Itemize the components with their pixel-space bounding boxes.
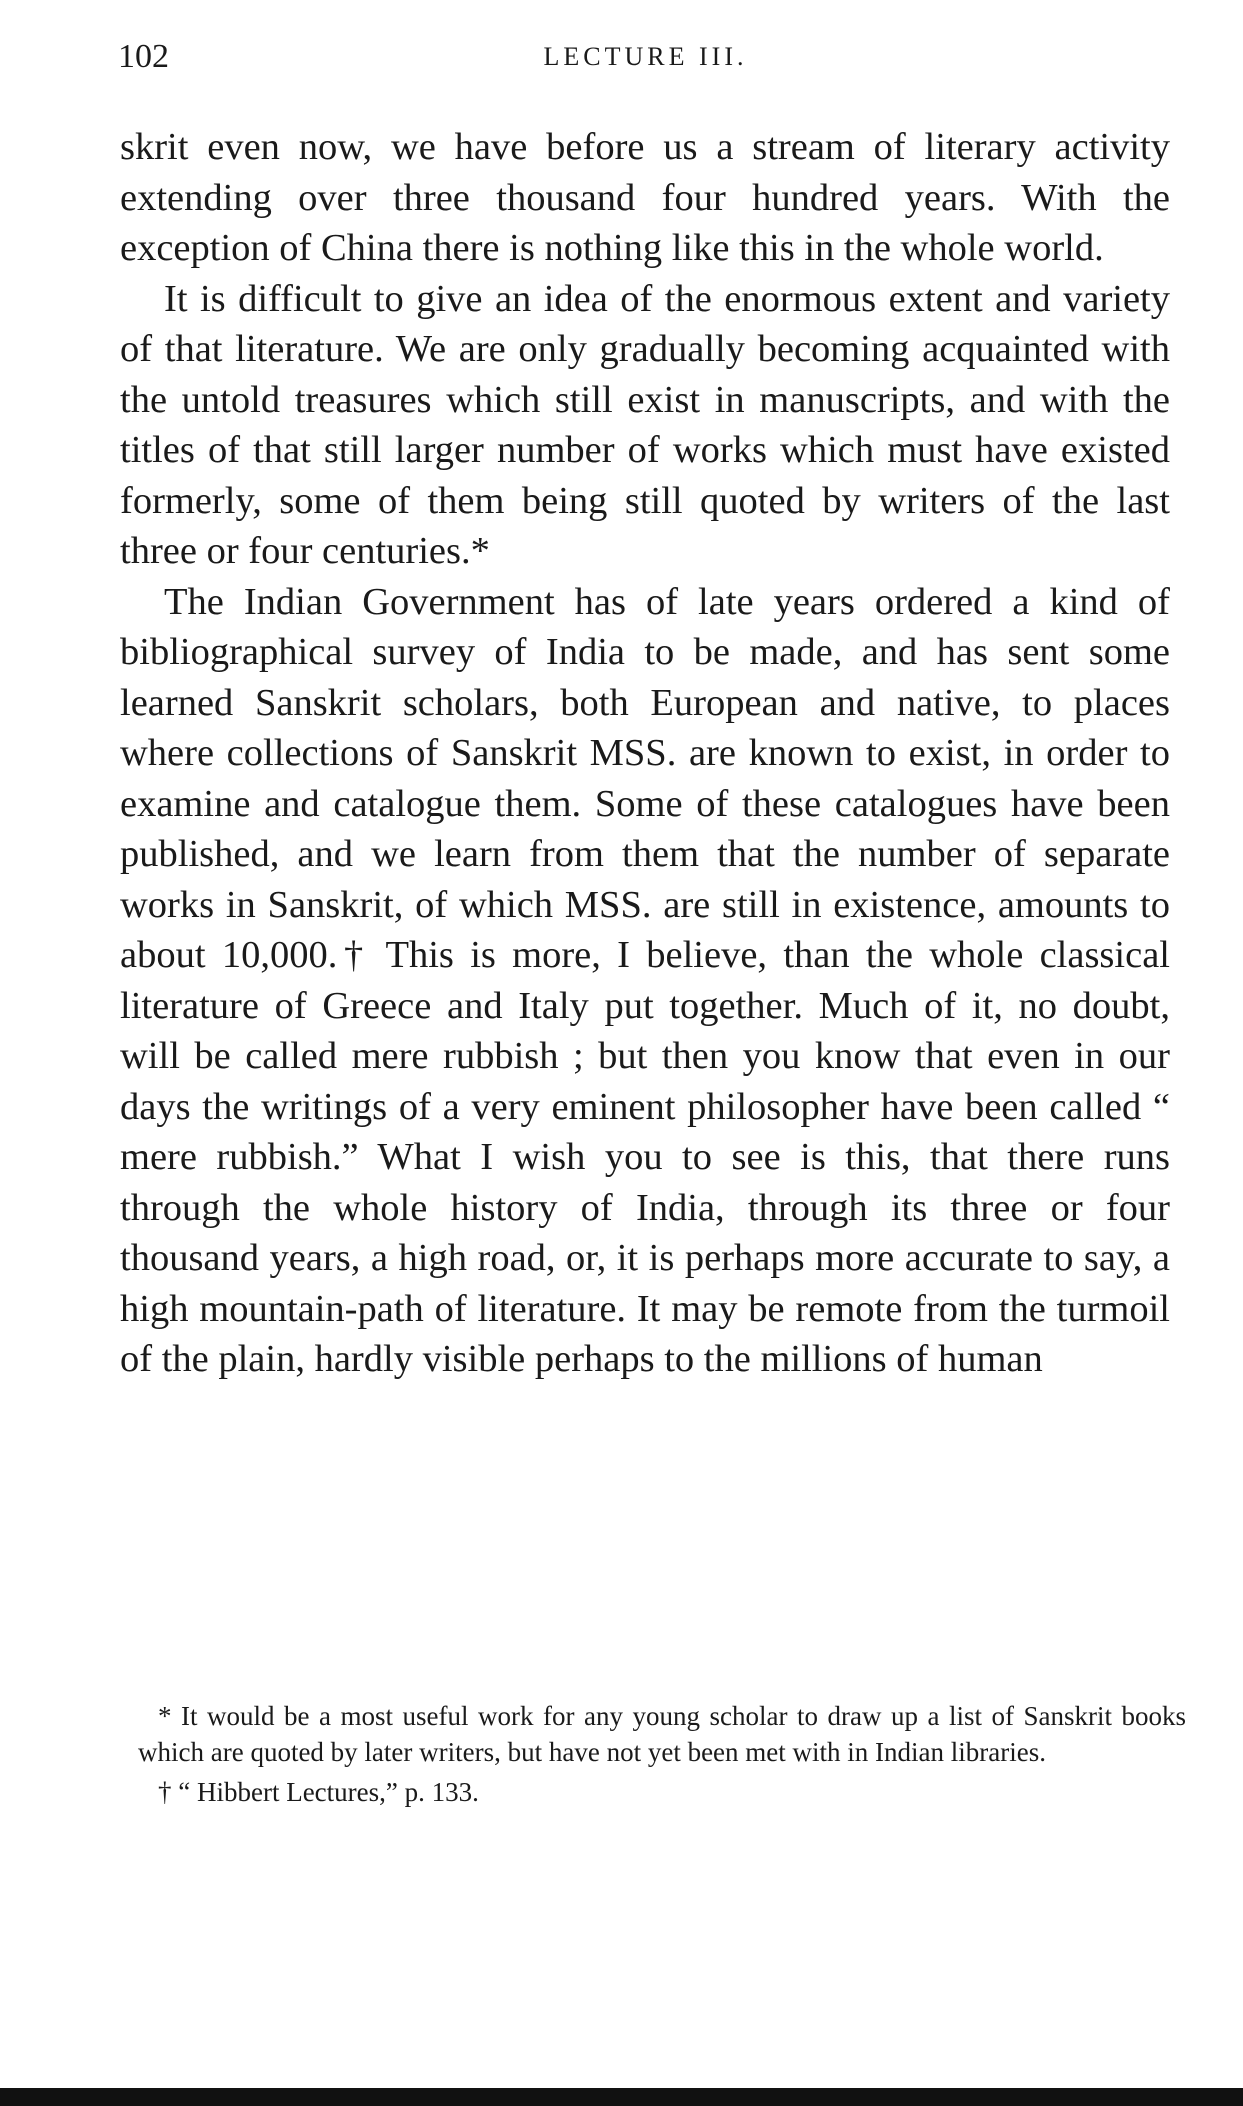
paragraph-indian-government: The Indian Government has of late years ordered a kind of bibliographical survey of India to be made, and has sent some learned Sanskrit scholars, both European and native, to places where collections of Sanskrit MSS. are known to exist, in order to examine and catalogue them. Some of these catalogues have been published, and we learn from them that the number of separate works in Sanskrit, of which MSS. are still in existence, amounts to about 10,000.† This is more, I believe, than the whole classical literature of Greece and Italy put together. Much of it, no doubt, will be called mere rubbish ; but then you know that even in our days the writings of a very eminent philosopher have been called “ mere rubbish.” What I wish you to see is this, that there runs through the whole history of India, through its three or four thousand years, a high road, or, it is perhaps more accurate to say, a high mountain-path of literature. It may be remote from the turmoil of the plain, hardly visible perhaps to the millions of human: [120, 580, 1170, 1380]
footnote-asterisk: * It would be a most useful work for any young scholar to draw up a list of Sanskrit books which are quoted by later writers, but have not yet been met with in Indian libraries.: [138, 1701, 1186, 1767]
paragraph-continued: skrit even now, we have before us a stream of literary activity extending over three thousand four hundred years. With the exception of China there is nothing like this in the whole world.: [120, 126, 1170, 269]
paragraph-literature-extent: It is difficult to give an idea of the enormous extent and variety of that literature. We are only gradually becoming acquainted with the untold treasures which still exist in manuscripts, and with the titles of that still larger number of works which must have existed formerly, some of them being still quoted by writers of the last three or four centuries.*: [120, 277, 1170, 572]
footnote-dagger: † “ Hibbert Lectures,” p. 133.: [158, 1777, 479, 1807]
footnotes: [138, 1698, 1186, 1814]
page-header: [118, 38, 1173, 78]
body-text: [120, 122, 1170, 1385]
running-head: LECTURE III.: [543, 42, 748, 71]
page-number: 102: [118, 38, 169, 75]
page-bottom-edge: [0, 2088, 1243, 2106]
